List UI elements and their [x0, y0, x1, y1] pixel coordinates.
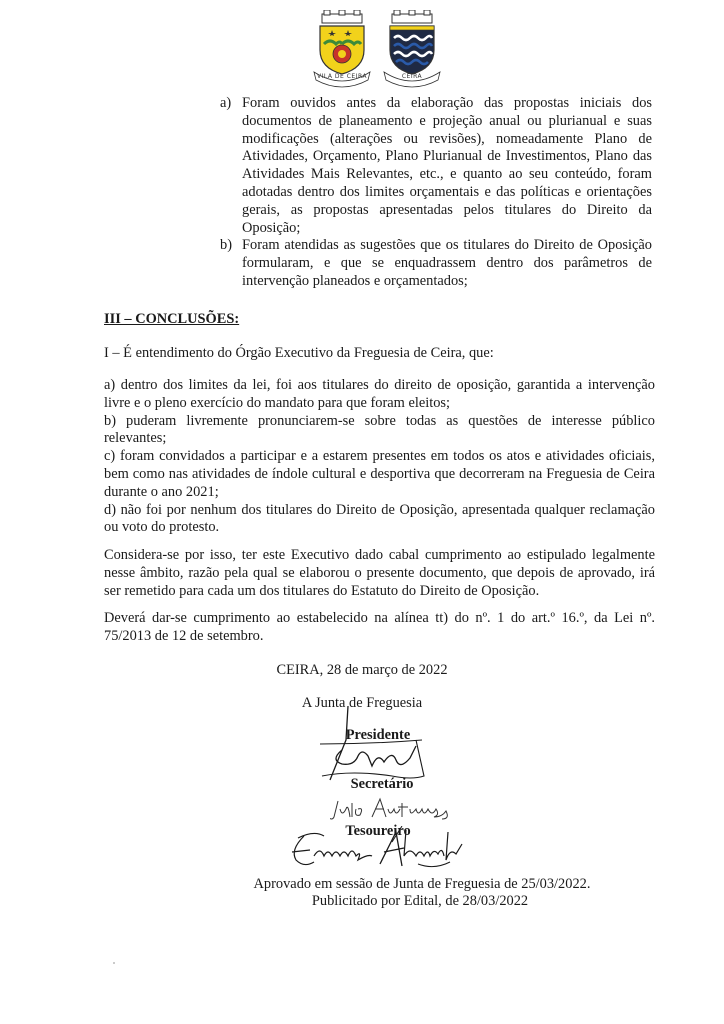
- crest-right-caption: CEIRA: [401, 73, 423, 80]
- legal-reference-paragraph: Deverá dar-se cumprimento ao estabelecido na alínea tt) do nº. 1 do art.º 16.º, da Lei nº. 75/2013 de 12 de setembro.: [104, 610, 655, 644]
- list-item: [220, 95, 652, 237]
- date-line: CEIRA, 28 de março de 2022: [276, 662, 448, 678]
- list-item-text: Foram atendidas as sugestões que os titulares do Direito de Oposição formularam, e que se enquadrassem dentro dos parâmetros de intervenção planeados e orçamentados;: [242, 237, 652, 289]
- list-item: [220, 237, 652, 290]
- consider-paragraph: Considera-se por isso, ter este Executivo dado cabal cumprimento ao estipulado legalmente nesse âmbito, razão pela qual se elaborou o presente documento, que depois de aprovado, irá ser remetido para cada um dos titulares do Estatuto do Direito de Oposição.: [104, 547, 655, 599]
- conclusion-item: a) dentro dos limites da lei, foi aos titulares do direito de oposição, garantida a intervenção livre e o pleno exercício do mandato para que foram eleitos;: [104, 377, 655, 411]
- crest-left-caption: VILA DE CEIRA: [317, 73, 367, 80]
- header-crests: [300, 10, 450, 90]
- conclusions-items: [104, 377, 655, 537]
- conclusion-item: b) puderam livremente pronunciarem-se sobre todas as questões de interesse público relevantes;: [104, 412, 655, 447]
- opposition-rights-list: [220, 95, 652, 291]
- conclusion-item: d) não foi por nenhum dos titulares do Direito de Oposição, apresentada qualquer reclamação ou voto do protesto.: [104, 501, 655, 536]
- list-item-marker: a): [220, 95, 232, 111]
- list-item-marker: b): [220, 237, 232, 254]
- treasurer-label: Tesoureiro: [345, 823, 411, 839]
- secretary-label: Secretário: [350, 776, 414, 792]
- section-heading: III – CONCLUSÕES:: [104, 311, 240, 327]
- scan-speck: [113, 962, 115, 964]
- publication-note: Publicitado por Edital, de 28/03/2022: [311, 893, 529, 909]
- conclusion-item: c) foram convidados a participar e a estarem presentes em todos os atos e atividades oficiais, bem como nas atividades de índole cultural e desportiva que decorreram na Freguesia de Ceira durante o ano 2021;: [104, 448, 655, 500]
- ceira-crest-icon: [376, 10, 448, 90]
- president-label: Presidente: [345, 727, 411, 743]
- list-item-text: Foram ouvidos antes da elaboração das propostas iniciais dos documentos de planeamento e projeção anual ou plurianual e suas modificações (alterações ou revisões), nomeadamente Plano de Atividades, Orçamento, Plano Plurianual de Investimentos, Plano das Atividades Mais Relevantes, etc., e quanto ao seu conteúdo, foram adotadas dentro dos limites orçamentais e das políticas e orientações gerais, as propostas apresentadas pelos titulares do Direito da Oposição;: [242, 95, 652, 236]
- approval-note: Aprovado em sessão de Junta de Freguesia de 25/03/2022.: [253, 876, 591, 892]
- secretary-signature-icon: [330, 795, 460, 823]
- conclusions-intro: I – É entendimento do Órgão Executivo da Freguesia de Ceira, que:: [104, 345, 494, 361]
- junta-label: A Junta de Freguesia: [301, 695, 423, 711]
- vila-de-ceira-crest-icon: [306, 10, 378, 90]
